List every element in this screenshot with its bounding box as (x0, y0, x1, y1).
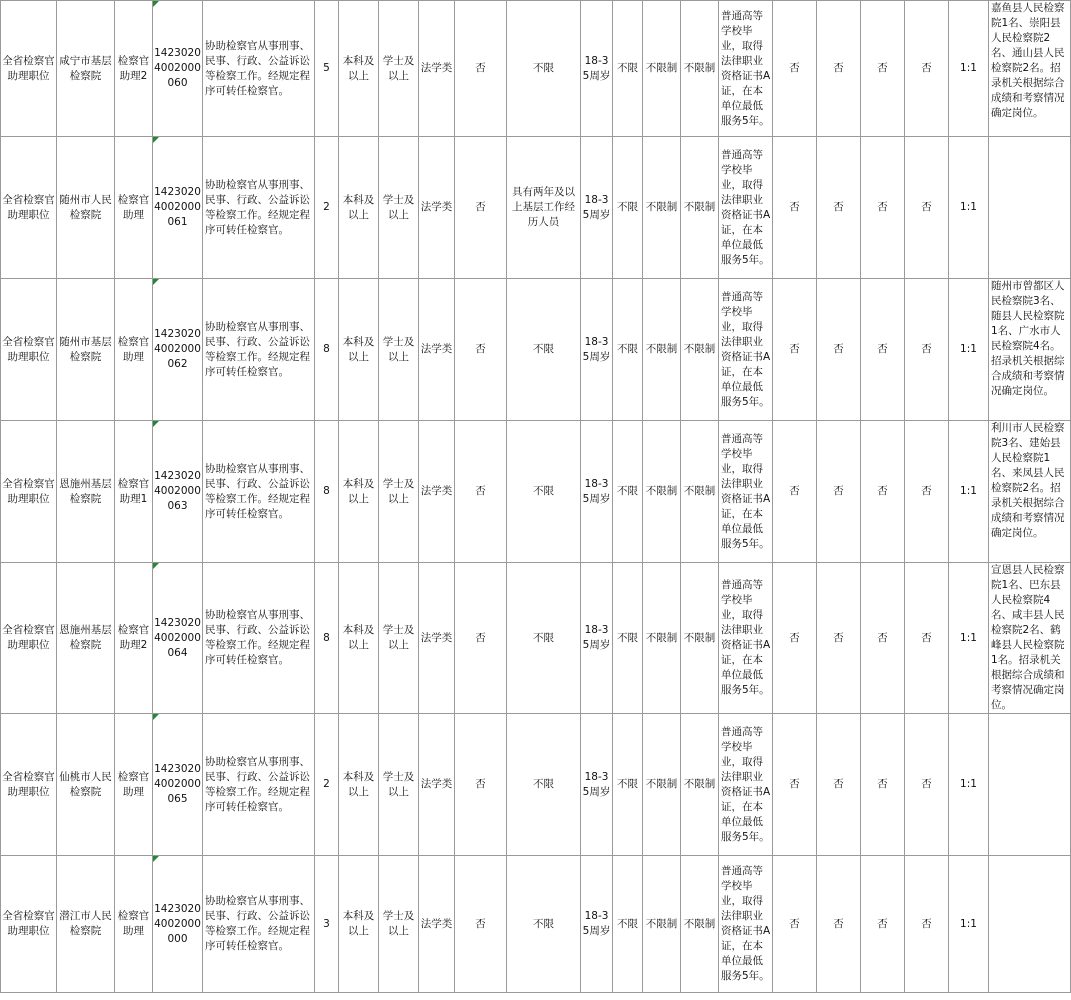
position-cell: 检察官助理2 (115, 563, 153, 714)
criteria-cell: 否 (817, 137, 861, 279)
criteria-cell: 否 (455, 137, 507, 279)
criteria-cell: 否 (861, 421, 905, 563)
code-text: 14230204002000060 (154, 47, 201, 89)
experience-cell: 不限 (507, 856, 581, 993)
category-cell: 全省检察官助理职位 (1, 421, 57, 563)
code-text: 14230204002000063 (154, 470, 201, 512)
experience-cell: 不限 (507, 563, 581, 714)
category-cell: 全省检察官助理职位 (1, 279, 57, 421)
criteria-cell: 否 (773, 279, 817, 421)
remark-cell (989, 856, 1071, 993)
education-cell: 本科及以上 (339, 1, 379, 137)
major-cell: 法学类 (419, 421, 455, 563)
criteria-cell: 否 (817, 563, 861, 714)
education-cell: 本科及以上 (339, 714, 379, 856)
criteria-cell: 否 (905, 137, 949, 279)
duties-cell: 协助检察官从事刑事、民事、行政、公益诉讼等检察工作。经规定程序可转任检察官。 (203, 856, 315, 993)
criteria-cell: 否 (455, 714, 507, 856)
code-cell (153, 1, 203, 137)
criteria-cell: 否 (773, 856, 817, 993)
position-cell: 检察官助理2 (115, 1, 153, 137)
table-row (1, 137, 1071, 279)
criteria-cell: 不限制 (643, 856, 681, 993)
major-cell: 法学类 (419, 137, 455, 279)
category-cell: 全省检察官助理职位 (1, 856, 57, 993)
criteria-cell: 不限制 (681, 1, 719, 137)
criteria-cell: 不限制 (681, 137, 719, 279)
degree-cell: 学士及以上 (379, 421, 419, 563)
criteria-cell: 否 (817, 279, 861, 421)
duties-cell: 协助检察官从事刑事、民事、行政、公益诉讼等检察工作。经规定程序可转任检察官。 (203, 421, 315, 563)
criteria-cell: 否 (455, 563, 507, 714)
comment-marker-icon (153, 714, 159, 720)
education-cell: 本科及以上 (339, 421, 379, 563)
comment-marker-icon (153, 279, 159, 285)
category-cell: 全省检察官助理职位 (1, 714, 57, 856)
count-cell: 2 (315, 714, 339, 856)
table-row (1, 563, 1071, 714)
ratio-cell: 1:1 (949, 421, 989, 563)
code-cell (153, 421, 203, 563)
degree-cell: 学士及以上 (379, 1, 419, 137)
remark-cell: 随州市曾都区人民检察院3名、随县人民检察院1名、广水市人民检察院4名。招录机关根据综合成绩和考察情况确定岗位。 (989, 279, 1071, 421)
criteria-cell: 否 (817, 1, 861, 137)
unit-cell: 咸宁市基层检察院 (57, 1, 115, 137)
table-row (1, 714, 1071, 856)
count-cell: 5 (315, 1, 339, 137)
criteria-cell: 不限 (613, 563, 643, 714)
other-requirements-cell: 普通高等学校毕业，取得法律职业资格证书A证，在本单位最低服务5年。 (719, 563, 773, 714)
criteria-cell: 否 (773, 1, 817, 137)
age-cell: 18-35周岁 (581, 856, 613, 993)
duties-cell: 协助检察官从事刑事、民事、行政、公益诉讼等检察工作。经规定程序可转任检察官。 (203, 1, 315, 137)
criteria-cell: 否 (773, 421, 817, 563)
criteria-cell: 不限 (613, 421, 643, 563)
criteria-cell: 否 (905, 1, 949, 137)
criteria-cell: 否 (861, 563, 905, 714)
criteria-cell: 否 (773, 137, 817, 279)
education-cell: 本科及以上 (339, 563, 379, 714)
ratio-cell: 1:1 (949, 137, 989, 279)
criteria-cell: 不限制 (643, 137, 681, 279)
code-text: 14230204002000061 (154, 186, 201, 228)
remark-cell: 利川市人民检察院3名、建始县人民检察院1名、来凤县人民检察院2名。招录机关根据综合成绩和考察情况确定岗位。 (989, 421, 1071, 563)
code-cell (153, 279, 203, 421)
table-row (1, 279, 1071, 421)
category-cell: 全省检察官助理职位 (1, 1, 57, 137)
duties-cell: 协助检察官从事刑事、民事、行政、公益诉讼等检察工作。经规定程序可转任检察官。 (203, 563, 315, 714)
table-row (1, 1, 1071, 137)
ratio-cell: 1:1 (949, 714, 989, 856)
table-row (1, 421, 1071, 563)
unit-cell: 恩施州基层检察院 (57, 563, 115, 714)
education-cell: 本科及以上 (339, 279, 379, 421)
code-text: 14230204002000064 (154, 616, 201, 659)
count-cell: 8 (315, 563, 339, 714)
criteria-cell: 否 (455, 856, 507, 993)
ratio-cell: 1:1 (949, 1, 989, 137)
criteria-cell: 不限制 (643, 421, 681, 563)
category-cell: 全省检察官助理职位 (1, 137, 57, 279)
major-cell: 法学类 (419, 563, 455, 714)
age-cell: 18-35周岁 (581, 279, 613, 421)
age-cell: 18-35周岁 (581, 714, 613, 856)
comment-marker-icon (153, 563, 159, 569)
criteria-cell: 否 (817, 856, 861, 993)
unit-cell: 恩施州基层检察院 (57, 421, 115, 563)
comment-marker-icon (153, 856, 159, 862)
education-cell: 本科及以上 (339, 137, 379, 279)
major-cell: 法学类 (419, 714, 455, 856)
count-cell: 2 (315, 137, 339, 279)
criteria-cell: 否 (773, 714, 817, 856)
criteria-cell: 不限 (613, 279, 643, 421)
remark-cell (989, 137, 1071, 279)
criteria-cell: 否 (773, 563, 817, 714)
criteria-cell: 否 (905, 856, 949, 993)
criteria-cell: 否 (905, 714, 949, 856)
criteria-cell: 否 (861, 856, 905, 993)
criteria-cell: 不限制 (643, 279, 681, 421)
criteria-cell: 不限制 (681, 856, 719, 993)
age-cell: 18-35周岁 (581, 563, 613, 714)
criteria-cell: 否 (455, 421, 507, 563)
position-cell: 检察官助理 (115, 714, 153, 856)
table-row (1, 856, 1071, 993)
duties-cell: 协助检察官从事刑事、民事、行政、公益诉讼等检察工作。经规定程序可转任检察官。 (203, 279, 315, 421)
age-cell: 18-35周岁 (581, 421, 613, 563)
code-cell (153, 856, 203, 993)
position-cell: 检察官助理 (115, 137, 153, 279)
criteria-cell: 否 (905, 563, 949, 714)
code-cell (153, 563, 203, 714)
other-requirements-cell: 普通高等学校毕业，取得法律职业资格证书A证，在本单位最低服务5年。 (719, 279, 773, 421)
criteria-cell: 不限制 (681, 279, 719, 421)
criteria-cell: 否 (455, 279, 507, 421)
other-requirements-cell: 普通高等学校毕业，取得法律职业资格证书A证，在本单位最低服务5年。 (719, 1, 773, 137)
other-requirements-cell: 普通高等学校毕业，取得法律职业资格证书A证，在本单位最低服务5年。 (719, 856, 773, 993)
position-cell: 检察官助理 (115, 856, 153, 993)
count-cell: 3 (315, 856, 339, 993)
criteria-cell: 不限制 (681, 421, 719, 563)
criteria-cell: 否 (817, 421, 861, 563)
count-cell: 8 (315, 279, 339, 421)
code-text: 14230204002000000 (154, 902, 201, 945)
experience-cell: 不限 (507, 1, 581, 137)
criteria-cell: 否 (861, 279, 905, 421)
code-cell (153, 714, 203, 856)
criteria-cell: 否 (861, 714, 905, 856)
remark-cell: 宣恩县人民检察院1名、巴东县人民检察院4名、咸丰县人民检察院2名、鹤峰县人民检察院1名。招录机关根据综合成绩和考察情况确定岗位。 (989, 563, 1071, 714)
criteria-cell: 不限 (613, 1, 643, 137)
criteria-cell: 否 (905, 421, 949, 563)
experience-cell: 具有两年及以上基层工作经历人员 (507, 137, 581, 279)
unit-cell: 随州市基层检察院 (57, 279, 115, 421)
experience-cell: 不限 (507, 714, 581, 856)
unit-cell: 仙桃市人民检察院 (57, 714, 115, 856)
degree-cell: 学士及以上 (379, 563, 419, 714)
experience-cell: 不限 (507, 421, 581, 563)
comment-marker-icon (153, 1, 159, 7)
experience-cell: 不限 (507, 279, 581, 421)
criteria-cell: 不限制 (643, 714, 681, 856)
criteria-cell: 否 (905, 279, 949, 421)
major-cell: 法学类 (419, 856, 455, 993)
position-cell: 检察官助理 (115, 279, 153, 421)
ratio-cell: 1:1 (949, 563, 989, 714)
duties-cell: 协助检察官从事刑事、民事、行政、公益诉讼等检察工作。经规定程序可转任检察官。 (203, 714, 315, 856)
degree-cell: 学士及以上 (379, 279, 419, 421)
comment-marker-icon (153, 137, 159, 143)
remark-cell (989, 714, 1071, 856)
comment-marker-icon (153, 421, 159, 427)
degree-cell: 学士及以上 (379, 714, 419, 856)
remark-cell: 嘉鱼县人民检察院1名、崇阳县人民检察院2名、通山县人民检察院2名。招录机关根据综合成绩和考察情况确定岗位。 (989, 1, 1071, 137)
criteria-cell: 否 (455, 1, 507, 137)
duties-cell: 协助检察官从事刑事、民事、行政、公益诉讼等检察工作。经规定程序可转任检察官。 (203, 137, 315, 279)
age-cell: 18-35周岁 (581, 137, 613, 279)
code-text: 14230204002000065 (154, 763, 201, 805)
age-cell: 18-35周岁 (581, 1, 613, 137)
criteria-cell: 否 (861, 137, 905, 279)
other-requirements-cell: 普通高等学校毕业，取得法律职业资格证书A证，在本单位最低服务5年。 (719, 137, 773, 279)
position-cell: 检察官助理1 (115, 421, 153, 563)
count-cell: 8 (315, 421, 339, 563)
code-text: 14230204002000062 (154, 328, 201, 370)
criteria-cell: 否 (817, 714, 861, 856)
unit-cell: 随州市人民检察院 (57, 137, 115, 279)
criteria-cell: 不限 (613, 137, 643, 279)
major-cell: 法学类 (419, 279, 455, 421)
other-requirements-cell: 普通高等学校毕业，取得法律职业资格证书A证，在本单位最低服务5年。 (719, 421, 773, 563)
criteria-cell: 不限制 (643, 563, 681, 714)
criteria-cell: 不限制 (681, 714, 719, 856)
education-cell: 本科及以上 (339, 856, 379, 993)
criteria-cell: 不限制 (643, 1, 681, 137)
major-cell: 法学类 (419, 1, 455, 137)
other-requirements-cell: 普通高等学校毕业，取得法律职业资格证书A证，在本单位最低服务5年。 (719, 714, 773, 856)
criteria-cell: 否 (861, 1, 905, 137)
code-cell (153, 137, 203, 279)
ratio-cell: 1:1 (949, 856, 989, 993)
degree-cell: 学士及以上 (379, 137, 419, 279)
ratio-cell: 1:1 (949, 279, 989, 421)
degree-cell: 学士及以上 (379, 856, 419, 993)
category-cell: 全省检察官助理职位 (1, 563, 57, 714)
criteria-cell: 不限制 (681, 563, 719, 714)
criteria-cell: 不限 (613, 856, 643, 993)
unit-cell: 潜江市人民检察院 (57, 856, 115, 993)
criteria-cell: 不限 (613, 714, 643, 856)
